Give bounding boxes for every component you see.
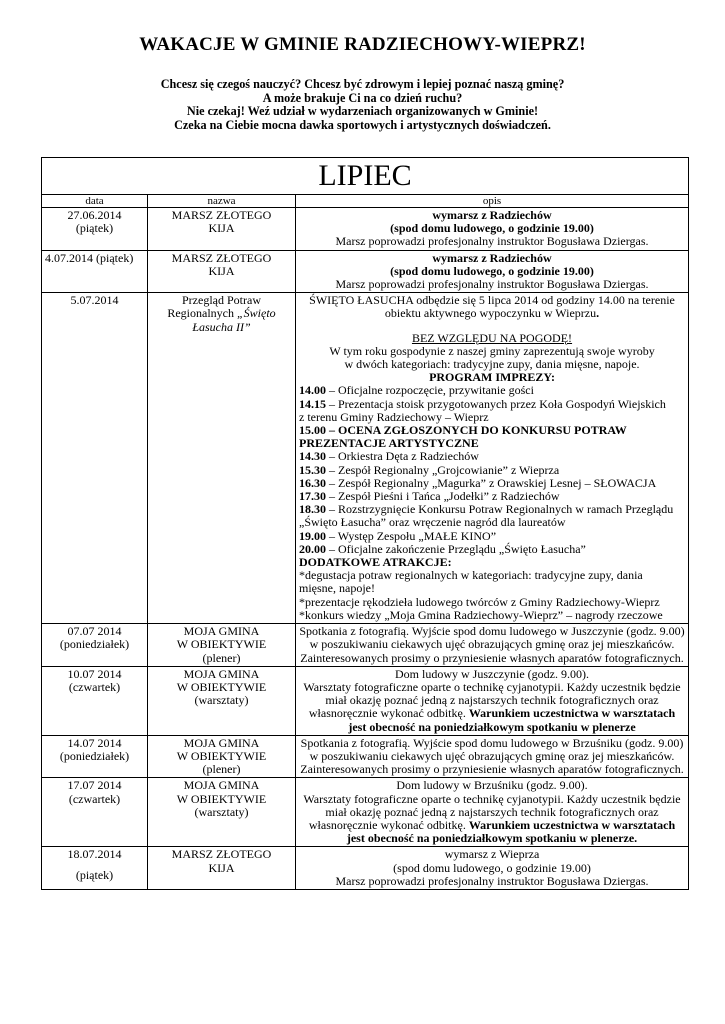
program-text: – Zespół Regionalny „Magurka” z Orawskiej Lesnej – SŁOWACJA	[326, 475, 657, 490]
weekday-text: (piątek)	[75, 221, 114, 236]
program-text: – Oficjalne zakończenie Przeglądu „Święto Łasucha”	[326, 541, 586, 556]
event-name: KIJA	[208, 221, 235, 236]
schedule-table	[41, 157, 689, 890]
date-text: 10.07 2014	[67, 666, 122, 681]
description-line: wymarsz z Radziechów	[432, 250, 552, 265]
page-title: WAKACJE W GMINIE RADZIECHOWY-WIEPRZ!	[139, 34, 586, 55]
date-text: 07.07 2014	[67, 624, 122, 639]
description-cell	[296, 735, 689, 778]
program-text: – Zespół Pieśni i Tańca „Jodełki” z Radziechów	[326, 489, 560, 504]
description-cell	[296, 624, 689, 667]
intro-line: A może brakuje Ci na co dzień ruchu?	[262, 90, 463, 105]
description-line: (spod domu ludowego, o godzinie 19.00)	[390, 221, 594, 236]
table-row	[42, 778, 689, 847]
name-cell	[148, 293, 296, 624]
date-cell	[42, 208, 148, 251]
name-cell	[148, 666, 296, 735]
description-cell	[296, 293, 689, 624]
program-item: PREZENTACJE ARTYSTYCZNE	[299, 436, 479, 451]
event-name: MARSZ ZŁOTEGO	[171, 208, 272, 222]
event-name: MOJA GMINA	[183, 778, 260, 793]
program-heading: PROGRAM IMPREZY:	[429, 370, 555, 385]
description-line: obiektu aktywnego wypoczynku w Wieprzu	[384, 306, 597, 321]
description-line: w dwóch kategoriach: tradycyjne zupy, dania mięsne, napoje.	[344, 357, 640, 372]
event-type: (plener)	[202, 762, 241, 777]
date-cell	[42, 250, 148, 293]
program-time: 20.00	[299, 541, 326, 556]
date-cell	[42, 735, 148, 778]
date-cell	[42, 666, 148, 735]
weather-notice: BEZ WZGLĘDU NA POGODĘ!	[411, 330, 573, 345]
table-row	[42, 666, 689, 735]
table-row	[42, 624, 689, 667]
program-time: 16.30	[299, 475, 326, 490]
program-time: 17.30	[299, 489, 326, 504]
program-item: *konkurs wiedzy „Moja Gmina Radziechowy-Wieprz” – nagrody rzeczowe	[299, 607, 663, 622]
name-cell	[148, 250, 296, 293]
description-line: Dom ludowy w Juszczynie (godz. 9.00).	[395, 666, 589, 681]
program-time: 14.00	[299, 383, 326, 398]
date-text: 18.07.2014	[67, 847, 122, 862]
description-cell	[296, 666, 689, 735]
column-header-nazwa: nazwa	[148, 195, 296, 208]
weekday-text: (piątek)	[75, 867, 114, 882]
program-list	[299, 384, 685, 622]
date-text: 5.07.2014	[70, 293, 119, 308]
weekday-text: (poniedziałek)	[59, 748, 130, 763]
weekday-text: (czwartek)	[68, 679, 121, 694]
table-row	[42, 208, 689, 251]
table-row	[42, 250, 689, 293]
description-line: Marsz poprowadzi profesjonalny instruktor Bogusława Dziergas.	[335, 277, 649, 292]
table-row	[42, 293, 689, 624]
program-item: mięsne, napoje!	[299, 581, 375, 596]
program-time: 19.00	[299, 528, 326, 543]
column-header-opis: opis	[296, 195, 689, 208]
event-name: MARSZ ZŁOTEGO	[171, 250, 272, 265]
name-cell	[148, 208, 296, 251]
event-name: W OBIEKTYWIE	[176, 748, 267, 763]
date-text: 14.07 2014	[67, 735, 122, 750]
date-cell	[42, 293, 148, 624]
name-cell	[148, 778, 296, 847]
program-item: z terenu Gminy Radziechowy – Wieprz	[299, 409, 489, 424]
event-name: KIJA	[208, 860, 235, 875]
event-name: MOJA GMINA	[183, 624, 260, 639]
program-text: – Orkiestra Dęta z Radziechów	[326, 449, 479, 464]
event-type: (warsztaty)	[194, 804, 249, 819]
program-item: *prezentacje rękodzieła ludowego twórców z Gminy Radziechowy-Wieprz	[299, 594, 660, 609]
date-cell	[42, 847, 148, 890]
intro-line: Chcesz się czegoś nauczyć? Chcesz być zdrowym i lepiej poznać naszą gminę?	[160, 77, 565, 91]
description-line: Marsz poprowadzi profesjonalny instruktor Bogusława Dziergas.	[335, 873, 649, 888]
date-text: 17.07 2014	[67, 778, 122, 793]
event-name: KIJA	[208, 263, 235, 278]
program-time: 15.30	[299, 462, 326, 477]
description-cell	[296, 778, 689, 847]
event-name: MOJA GMINA	[183, 735, 260, 750]
program-item: „Święto Łasucha” oraz wręczenie nagród dla laureatów	[299, 515, 566, 530]
description-line: Spotkania z fotografią. Wyjście spod domu ludowego w Juszczynie (godz. 9.00) w poszukiwaniu ciekawych ujęć obrazujących gminę oraz jej mieszkańców. Zainteresowanych prosimy o przyniesienie własnych aparatów fotograficznych.	[299, 624, 685, 665]
program-item: DODATKOWE ATRAKCJE:	[299, 555, 452, 570]
requirement-note: Warunkiem uczestnictwa w warsztatach jest obecność na poniedziałkowym spotkaniu w plenerze	[348, 706, 676, 734]
weekday-text: (poniedziałek)	[59, 637, 130, 652]
event-name: Regionalnych	[167, 306, 237, 321]
program-item: *degustacja potraw regionalnych w kategoriach: tradycyjne zupy, dania	[299, 568, 643, 583]
name-cell	[148, 624, 296, 667]
description-line: ŚWIĘTO ŁASUCHA odbędzie się 5 lipca 2014 od godziny 14.00 na terenie	[309, 293, 675, 308]
requirement-note: Warunkiem uczestnictwa w warsztatach jest obecność na poniedziałkowym spotkaniu w plenerze.	[346, 817, 676, 846]
column-header-data: data	[42, 195, 148, 208]
event-name: W OBIEKTYWIE	[176, 679, 267, 694]
event-name: W OBIEKTYWIE	[176, 637, 267, 652]
date-text: 4.07.2014 (piątek)	[45, 250, 134, 265]
date-cell	[42, 624, 148, 667]
program-time: 14.15	[299, 396, 326, 411]
program-time: 18.30	[299, 502, 326, 517]
program-text: – Występ Zespołu „MAŁE KINO”	[326, 528, 497, 543]
description-line: wymarsz z Wieprza	[444, 847, 540, 862]
description-line: Spotkania z fotografią. Wyjście spod domu ludowego w Brzuśniku (godz. 9.00) w poszukiwaniu ciekawych ujęć obrazujących gminę oraz jej mieszkańców. Zainteresowanych prosimy o przyniesienie własnych aparatów fotograficznych.	[300, 735, 684, 777]
event-name: „Święto	[236, 306, 276, 321]
event-type: (plener)	[202, 650, 241, 665]
event-name: Łasucha II”	[192, 319, 251, 334]
description-line: wymarsz z Radziechów	[432, 208, 552, 222]
date-text: 27.06.2014	[67, 208, 122, 222]
program-item	[299, 398, 685, 411]
event-name: W OBIEKTYWIE	[176, 791, 267, 806]
description-line: W tym roku gospodynie z naszej gminy zaprezentują swoje wyroby	[329, 343, 655, 358]
description-line: Dom ludowy w Brzuśniku (godz. 9.00).	[396, 778, 588, 793]
description-line: Warsztaty fotograficzne oparte o technikę cyjanotypii. Każdy uczestnik będzie miał okazję poznać jedną z najstarszych technik fotograficznych oraz własnoręcznie wykonać odbitkę.	[303, 791, 681, 832]
table-row	[42, 847, 689, 890]
description-cell	[296, 208, 689, 251]
description-line: .	[596, 306, 600, 321]
event-name: MOJA GMINA	[183, 666, 260, 681]
program-text: – Oficjalne rozpoczęcie, przywitanie gości	[326, 383, 534, 398]
event-name: MARSZ ZŁOTEGO	[171, 847, 272, 862]
description-cell	[296, 250, 689, 293]
table-row	[42, 735, 689, 778]
name-cell	[148, 735, 296, 778]
program-text: – Prezentacja stoisk przygotowanych przez Koła Gospodyń Wiejskich	[326, 396, 666, 411]
program-item: 15.00 – OCENA ZGŁOSZONYCH DO KONKURSU POTRAW	[299, 423, 627, 438]
description-line: Marsz poprowadzi profesjonalny instruktor Bogusława Dziergas.	[335, 234, 649, 249]
description-line: (spod domu ludowego, o godzinie 19.00)	[390, 263, 594, 278]
description-line: (spod domu ludowego, o godzinie 19.00)	[393, 860, 591, 875]
description-cell	[296, 847, 689, 890]
table-header-row	[42, 195, 689, 208]
program-text: – Zespół Regionalny „Grojcowianie” z Wieprza	[326, 462, 560, 477]
program-time: 14.30	[299, 449, 326, 464]
description-line: Warsztaty fotograficzne oparte o technikę cyjanotypii. Każdy uczestnik będzie miał okazję poznać jedną z najstarszych technik fotograficznych oraz własnoręcznie wykonać odbitkę.	[303, 679, 681, 721]
intro-text	[0, 78, 725, 132]
month-heading: LIPIEC	[42, 158, 689, 195]
event-type: (warsztaty)	[194, 693, 249, 708]
intro-line: Nie czekaj! Weź udział w wydarzeniach organizowanych w Gminie!	[186, 104, 539, 118]
name-cell	[148, 847, 296, 890]
program-text: – Rozstrzygnięcie Konkursu Potraw Regionalnych w ramach Przeglądu	[326, 502, 674, 517]
intro-line: Czeka na Ciebie mocna dawka sportowych i artystycznych doświadczeń.	[174, 117, 551, 132]
event-name: Przegląd Potraw	[182, 293, 261, 308]
weekday-text: (czwartek)	[68, 791, 121, 806]
date-cell	[42, 778, 148, 847]
